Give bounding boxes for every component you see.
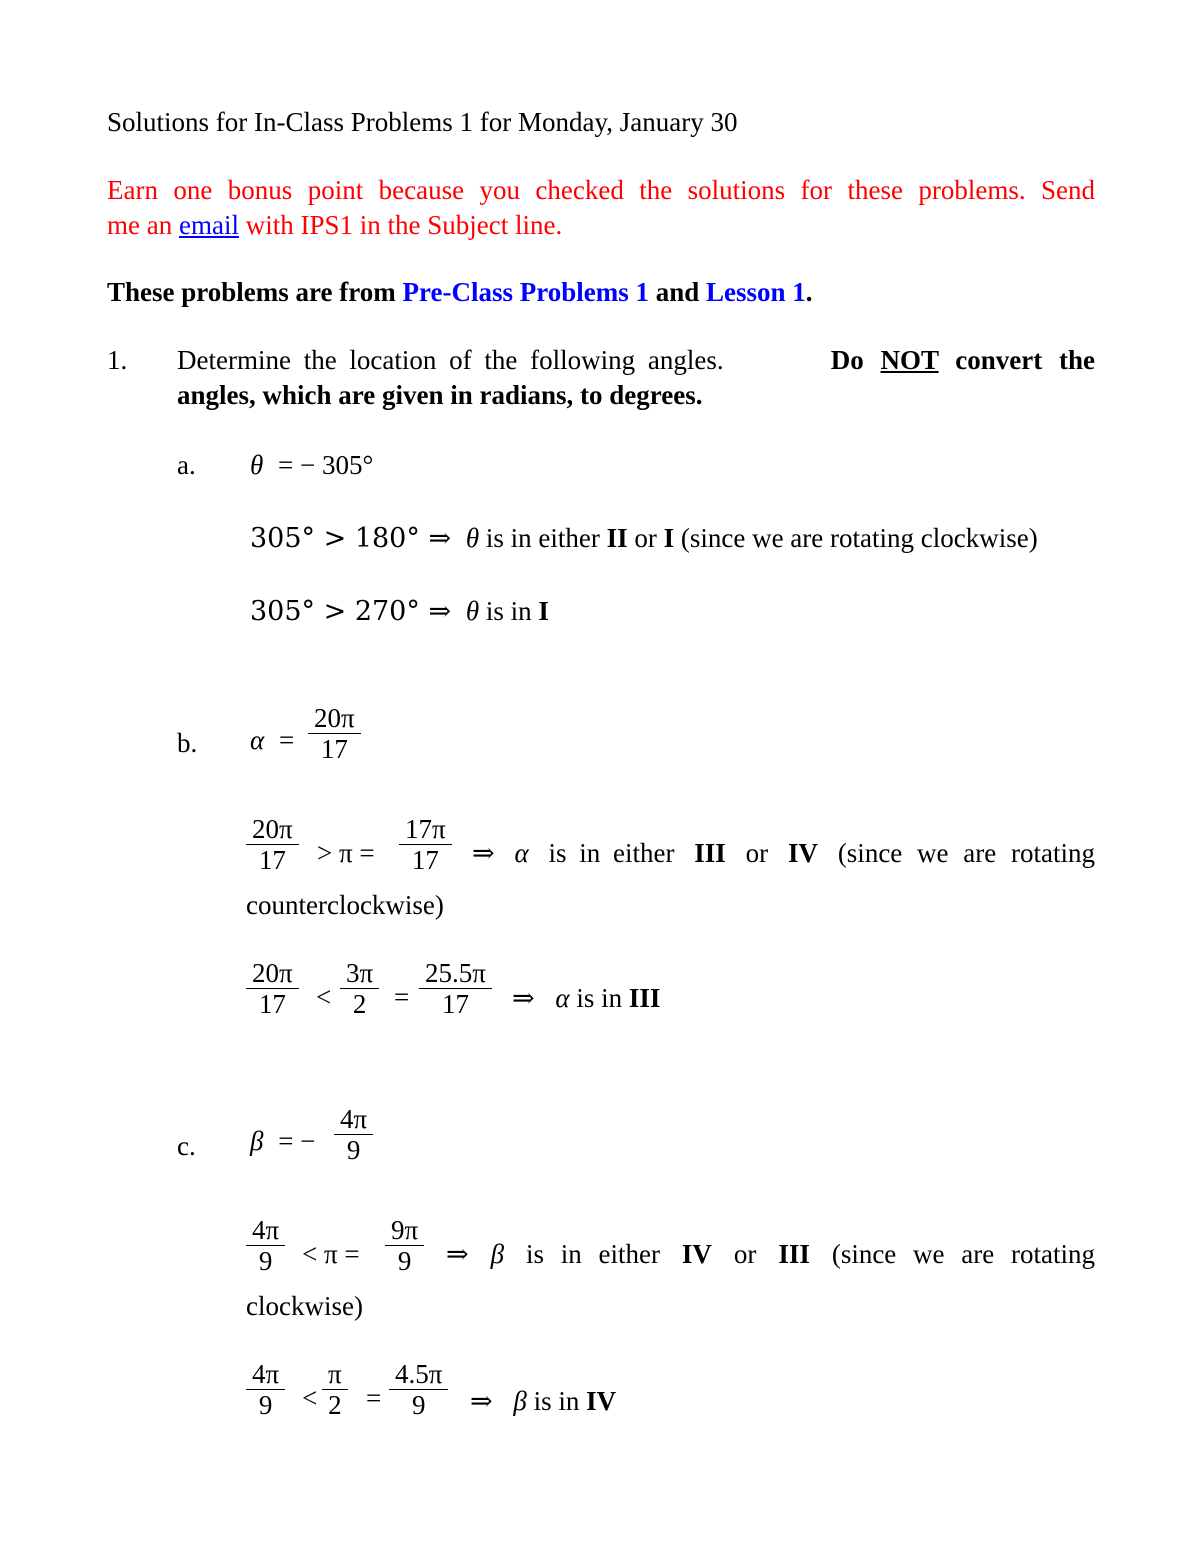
bonus-note-line1 [107,175,1095,206]
source-mid: and [648,277,706,307]
problem-bold-not: NOT [880,345,939,375]
fraction-numerator: 20π [314,703,355,733]
part-b-step1-text [472,838,1095,869]
part-b-label: b. [177,728,198,758]
fraction-denominator: 9 [397,1246,412,1276]
alpha-var: α [514,838,529,868]
beta-var: β [513,1386,527,1416]
lesson-link[interactable]: Lesson 1 [706,277,806,307]
alpha-var: α [250,725,265,755]
fraction-numerator: 4.5π [395,1359,443,1389]
part-a-step1-t3: (since we are rotating clockwise) [674,523,1038,553]
less-than-sign: < [316,982,332,1012]
part-a-step1 [250,523,1038,554]
fraction-denominator: 17 [258,989,286,1019]
equals-sign: = [394,982,410,1012]
part-c-step2-fraction1 [246,1359,285,1420]
problem-text-bold [831,345,1095,376]
part-c-given-rhs: = − [278,1126,316,1156]
beta-var: β [490,1239,505,1269]
part-b-step2-fraction2 [340,958,379,1019]
part-b-step2-text [512,983,660,1014]
part-a-step2-lhs: 305° > 270° ⇒ [250,596,452,627]
part-b-step2-fraction1 [246,958,299,1019]
fraction-numerator: 3π [346,958,374,988]
part-b-step1-t1: is in either [548,838,675,868]
problem-statement-line1 [177,345,1095,376]
theta-var: θ [250,450,264,480]
part-a-given [250,450,373,481]
quadrant-label: IV [787,838,818,868]
problem-statement-line2: angles, which are given in radians, to degrees. [177,380,703,410]
part-b-step2-fraction3 [419,958,492,1019]
part-a-label: a. [177,450,196,480]
alpha-var: α [555,983,570,1013]
implies-arrow: ⇒ [512,983,535,1014]
bonus-note-suffix: with IPS1 in the Subject line. [238,210,563,240]
fraction-denominator: 2 [352,989,367,1019]
fraction-denominator: 17 [441,989,469,1019]
quadrant-label: III [694,838,726,868]
part-b-step1-fraction2 [399,814,452,875]
fraction-denominator: 9 [346,1135,361,1165]
part-a-step1-t2: or [627,523,664,553]
equals-sign: = [366,1383,382,1413]
part-b-given-fraction [308,703,361,764]
part-c-step1-t1: is in either [525,1239,660,1269]
problem-number: 1. [107,345,128,375]
part-b-step1-t3: (since we are rotating [837,838,1095,868]
part-c-label: c. [177,1131,196,1161]
problem-bold-do: Do [830,345,881,375]
part-c-given-fraction [334,1104,373,1165]
quadrant-label: I [663,523,675,553]
quadrant-label: II [606,523,628,553]
source-end: . [805,277,813,307]
part-c-step2-t1: is in [526,1386,587,1416]
theta-var: θ [465,596,480,626]
fraction-numerator: 4π [252,1215,280,1245]
implies-arrow: ⇒ [446,1239,469,1270]
less-than-sign: < [302,1383,318,1413]
part-c-step2-fraction2 [322,1359,348,1420]
quadrant-label: IV [586,1386,617,1416]
fraction-denominator: 2 [328,1390,342,1420]
part-b-step1-mid: > π = [317,838,375,868]
fraction-denominator: 17 [411,845,439,875]
fraction-denominator: 9 [411,1390,426,1420]
part-a-step1-t1: is in either [479,523,607,553]
part-a-step2-t1: is in [479,596,539,626]
part-c-given-lhs [250,1126,315,1157]
fraction-denominator: 17 [258,845,286,875]
part-b-given-lhs [250,725,294,756]
fraction-numerator: π [328,1359,342,1389]
equals-sign: = [278,725,295,755]
quadrant-label: I [538,596,549,626]
page-title: Solutions for In-Class Problems 1 for Monday, January 30 [107,107,738,137]
part-c-step1-t3: (since we are rotating [831,1239,1095,1269]
part-c-step1-fraction2 [385,1215,424,1276]
email-link[interactable]: email [178,210,239,240]
part-c-step2-fraction3 [389,1359,448,1420]
fraction-numerator: 20π [252,958,293,988]
part-b-step2-t1: is in [569,983,629,1013]
bonus-note-line2 [107,210,562,241]
part-b-step1-cont: counterclockwise) [246,890,444,920]
fraction-numerator: 4π [340,1104,368,1134]
part-a-given-rhs: = − 305° [278,450,374,480]
part-a-step2 [250,596,549,627]
implies-arrow: ⇒ [470,1386,493,1417]
fraction-denominator: 17 [320,734,348,764]
problem-text-plain: Determine the location of the following angles. [177,345,724,375]
fraction-numerator: 20π [252,814,293,844]
bonus-note-prefix: me an [107,210,179,240]
part-c-step1-t2: or [733,1239,757,1269]
fraction-numerator: 9π [391,1215,419,1245]
part-c-step2-text [470,1386,616,1417]
fraction-numerator: 17π [405,814,446,844]
part-a-step1-lhs: 305° > 180° ⇒ [250,523,452,554]
part-b-step1-fraction1 [246,814,299,875]
beta-var: β [250,1126,264,1156]
quadrant-label: III [778,1239,810,1269]
part-b-step1-t2: or [745,838,769,868]
implies-arrow: ⇒ [472,838,495,869]
bonus-note-line1-text: Earn one bonus point because you checked the solutions for these problems. Send [107,175,1095,205]
fraction-numerator: 25.5π [425,958,486,988]
fraction-denominator: 9 [258,1246,273,1276]
pre-class-problems-link[interactable]: Pre-Class Problems 1 [402,277,649,307]
part-c-step1-fraction1 [246,1215,285,1276]
theta-var: θ [465,523,480,553]
quadrant-label: III [628,983,661,1013]
problem-bold-convert: convert the [938,345,1095,375]
fraction-numerator: 4π [252,1359,280,1389]
part-c-step1-mid: < π = [302,1239,360,1269]
quadrant-label: IV [681,1239,712,1269]
fraction-denominator: 9 [258,1390,273,1420]
part-c-step1-text [446,1239,1095,1270]
source-prefix: These problems are from [107,277,403,307]
source-line [107,277,813,308]
part-c-step1-cont: clockwise) [246,1291,363,1321]
